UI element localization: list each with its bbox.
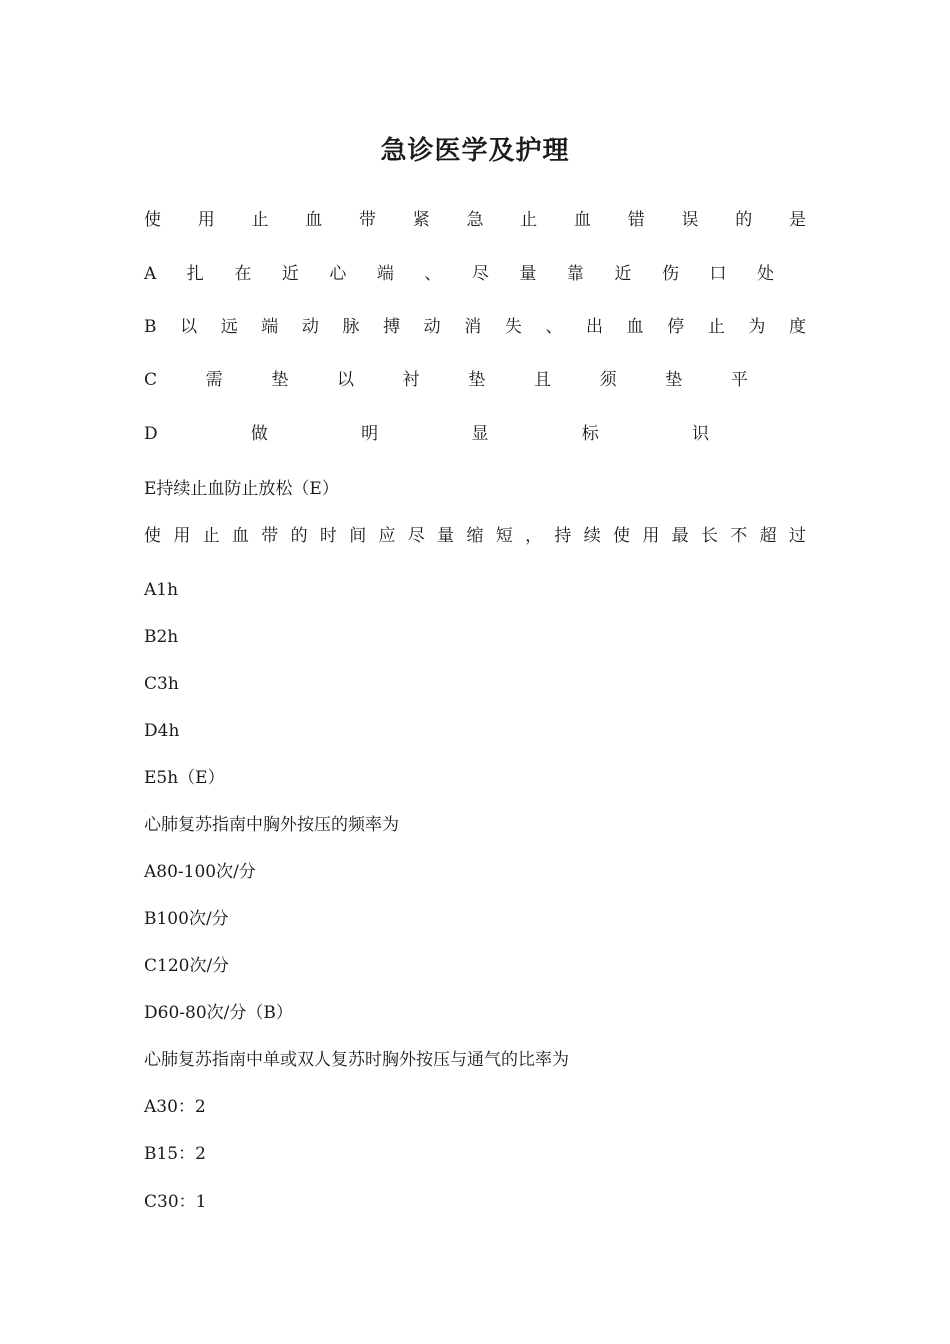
line-character: 误 bbox=[681, 210, 699, 230]
line-character: 近 bbox=[614, 264, 632, 284]
line-character: 靠 bbox=[566, 264, 584, 284]
line-character: 垫 bbox=[468, 370, 486, 390]
question-1-option-a bbox=[144, 262, 774, 286]
line-character: 紧 bbox=[412, 210, 430, 230]
line-character: 血 bbox=[305, 210, 323, 230]
line-character: 须 bbox=[599, 370, 617, 390]
line-character: 以 bbox=[336, 370, 354, 390]
line-character: 搏 bbox=[383, 317, 401, 337]
line-character: 止 bbox=[707, 317, 725, 337]
line-character: 急 bbox=[466, 210, 484, 230]
line-character: 端 bbox=[261, 317, 279, 337]
line-character: 动 bbox=[423, 317, 441, 337]
question-3-stem: 心肺复苏指南中胸外按压的频率为 bbox=[144, 815, 399, 835]
line-character: 续 bbox=[583, 526, 601, 546]
line-character: 近 bbox=[281, 264, 299, 284]
question-1-option-b bbox=[144, 315, 806, 339]
line-character: 过 bbox=[788, 526, 806, 546]
line-character: 错 bbox=[627, 210, 645, 230]
line-character: 处 bbox=[756, 264, 774, 284]
line-character: 度 bbox=[789, 317, 806, 337]
line-character: ， bbox=[525, 526, 543, 546]
line-character: 在 bbox=[234, 264, 252, 284]
line-character: 应 bbox=[378, 526, 396, 546]
question-2-stem bbox=[144, 524, 806, 548]
line-character: 脉 bbox=[342, 317, 360, 337]
line-character: 远 bbox=[220, 317, 238, 337]
line-character: 口 bbox=[709, 264, 727, 284]
line-character: 伤 bbox=[661, 264, 679, 284]
question-2-option-b: B2h bbox=[144, 627, 179, 647]
line-character: 明 bbox=[361, 424, 379, 444]
question-3-option-d: D60-80次/分（B） bbox=[144, 1003, 293, 1023]
question-4-option-a: A30：2 bbox=[144, 1097, 206, 1117]
line-character: 是 bbox=[789, 210, 806, 230]
line-character: 为 bbox=[748, 317, 766, 337]
question-3-option-c: C120次/分 bbox=[144, 956, 230, 976]
line-character: 短 bbox=[495, 526, 513, 546]
question-4-option-b: B15：2 bbox=[144, 1144, 206, 1164]
question-2-option-d: D4h bbox=[144, 721, 180, 741]
line-character: 的 bbox=[290, 526, 308, 546]
line-character: 心 bbox=[329, 264, 347, 284]
question-1-stem bbox=[144, 208, 806, 232]
line-character: 显 bbox=[471, 424, 489, 444]
line-character: 、 bbox=[424, 264, 442, 284]
line-character: 用 bbox=[173, 526, 191, 546]
line-character: 止 bbox=[520, 210, 538, 230]
line-character: A bbox=[144, 264, 157, 284]
line-character: 量 bbox=[437, 526, 455, 546]
line-character: 以 bbox=[180, 317, 198, 337]
line-character: 标 bbox=[581, 424, 599, 444]
page-title: 急诊医学及护理 bbox=[380, 136, 570, 166]
line-character: 使 bbox=[144, 526, 161, 546]
line-character: B bbox=[144, 317, 157, 337]
line-character: 超 bbox=[759, 526, 777, 546]
line-character: 不 bbox=[730, 526, 748, 546]
line-character: 血 bbox=[626, 317, 644, 337]
line-character: 量 bbox=[519, 264, 537, 284]
question-4-option-c: C30：1 bbox=[144, 1192, 207, 1212]
line-character: 动 bbox=[301, 317, 319, 337]
line-character: 止 bbox=[251, 210, 269, 230]
line-character: 带 bbox=[359, 210, 376, 230]
line-character: 最 bbox=[671, 526, 689, 546]
line-character: 、 bbox=[545, 317, 563, 337]
question-2-option-c: C3h bbox=[144, 674, 179, 694]
line-character: 识 bbox=[691, 424, 709, 444]
line-character: 出 bbox=[586, 317, 604, 337]
line-character: 失 bbox=[504, 317, 522, 337]
line-character: 垫 bbox=[271, 370, 289, 390]
line-character: 扎 bbox=[186, 264, 204, 284]
line-character: 间 bbox=[349, 526, 367, 546]
line-character: C bbox=[144, 370, 158, 390]
line-character: 血 bbox=[231, 526, 249, 546]
line-character: 缩 bbox=[466, 526, 484, 546]
line-character: 需 bbox=[205, 370, 223, 390]
question-1-option-e: E持续止血防止放松（E） bbox=[144, 479, 339, 499]
line-character: 尽 bbox=[407, 526, 425, 546]
line-character: 尽 bbox=[471, 264, 489, 284]
line-character: 的 bbox=[735, 210, 753, 230]
line-character: 衬 bbox=[402, 370, 420, 390]
line-character: 端 bbox=[376, 264, 394, 284]
question-2-option-a: A1h bbox=[144, 580, 179, 600]
line-character: 做 bbox=[250, 424, 268, 444]
line-character: 平 bbox=[730, 370, 748, 390]
question-1-option-c bbox=[144, 368, 748, 392]
line-character: 带 bbox=[261, 526, 279, 546]
question-3-option-b: B100次/分 bbox=[144, 909, 229, 929]
line-character: 时 bbox=[319, 526, 337, 546]
line-character: 消 bbox=[464, 317, 482, 337]
line-character: 血 bbox=[574, 210, 591, 230]
question-4-stem: 心肺复苏指南中单或双人复苏时胸外按压与通气的比率为 bbox=[144, 1050, 569, 1070]
question-1-option-d bbox=[144, 422, 709, 446]
line-character: D bbox=[144, 424, 158, 444]
line-character: 止 bbox=[202, 526, 220, 546]
line-character: 使 bbox=[613, 526, 630, 546]
line-character: 长 bbox=[700, 526, 718, 546]
line-character: 垫 bbox=[665, 370, 683, 390]
line-character: 用 bbox=[642, 526, 660, 546]
question-2-option-e: E5h（E） bbox=[144, 768, 225, 788]
line-character: 且 bbox=[533, 370, 551, 390]
question-3-option-a: A80-100次/分 bbox=[144, 862, 256, 882]
line-character: 使 bbox=[144, 210, 161, 230]
line-character: 停 bbox=[667, 317, 685, 337]
line-character: 用 bbox=[197, 210, 215, 230]
line-character: 持 bbox=[554, 526, 572, 546]
